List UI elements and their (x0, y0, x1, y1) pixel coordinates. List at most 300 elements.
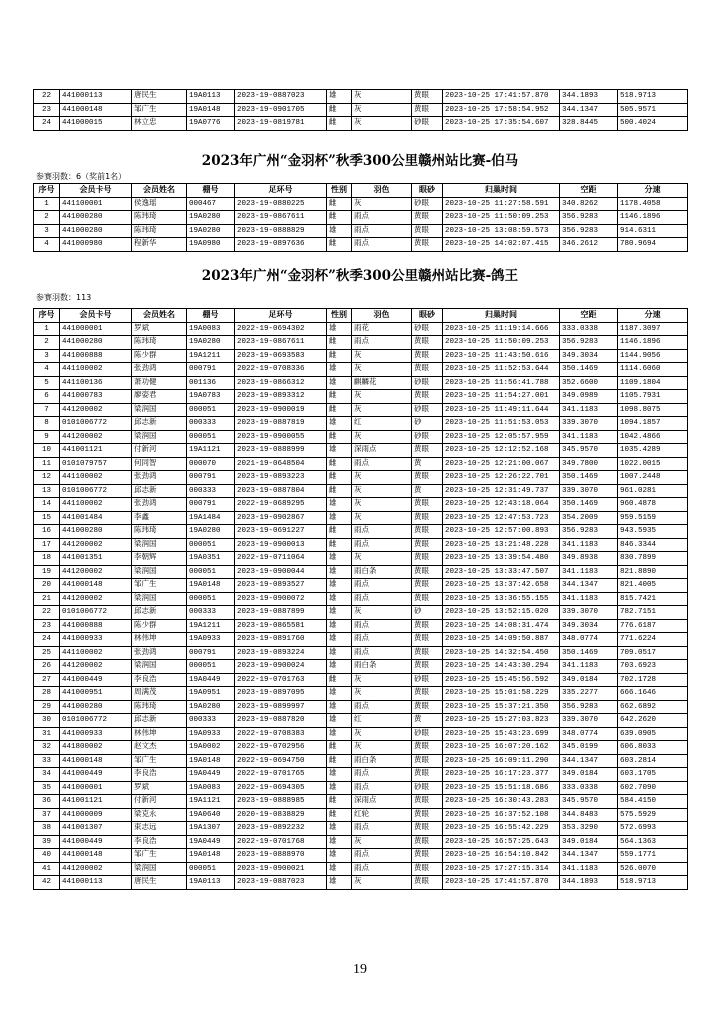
table-cell: 雨花 (352, 322, 412, 336)
table-cell: 灰 (352, 403, 412, 417)
table-cell: 17 (34, 538, 60, 552)
table-cell: 2023-10-25 15:43:23.699 (443, 727, 560, 741)
table-cell: 2 (34, 336, 60, 350)
table-cell: 雌 (327, 808, 352, 822)
column-header: 会员姓名 (132, 309, 187, 323)
table-cell: 黄眼 (412, 552, 443, 566)
table-cell: 0101006772 (60, 714, 132, 728)
table-cell: 356.9283 (560, 700, 618, 714)
table-cell: 2023-19-0867611 (235, 336, 327, 350)
table-cell: 2023-10-25 13:36:55.155 (443, 592, 560, 606)
table-cell: 深雨点 (352, 795, 412, 809)
table-cell: 黄眼 (412, 565, 443, 579)
table-cell: 2023-10-25 15:37:21.350 (443, 700, 560, 714)
table-row (34, 579, 688, 593)
table-cell: 雄 (327, 646, 352, 660)
table-cell: 雄 (327, 90, 352, 104)
column-header: 归巢时间 (443, 309, 560, 323)
table-row (34, 103, 688, 117)
table-cell: 518.9713 (618, 90, 688, 104)
table-cell: 344.1347 (560, 754, 618, 768)
table-cell: 606.8033 (618, 741, 688, 755)
table-row (34, 498, 688, 512)
table-cell: 0101006772 (60, 484, 132, 498)
table-row (34, 565, 688, 579)
table-cell: 000791 (187, 646, 235, 660)
table-cell: 441000933 (60, 633, 132, 647)
table-cell: 2023-19-0900024 (235, 660, 327, 674)
table-cell: 灰 (352, 876, 412, 890)
table-cell: 000051 (187, 862, 235, 876)
table-cell: 341.1183 (560, 403, 618, 417)
table-cell: 束志远 (132, 822, 187, 836)
page-number: 19 (353, 962, 367, 977)
table-cell: 41 (34, 862, 60, 876)
table-cell: 26 (34, 660, 60, 674)
table-cell: 罗斌 (132, 781, 187, 795)
table-cell: 441100001 (60, 197, 132, 211)
table-row (34, 700, 688, 714)
table-cell: 雌 (327, 538, 352, 552)
table-cell: 441000148 (60, 754, 132, 768)
table-cell: 雨点 (352, 768, 412, 782)
table-cell: 砂 (412, 417, 443, 431)
table-cell: 441000449 (60, 768, 132, 782)
table-cell: 340.8262 (560, 197, 618, 211)
table-cell: 709.0517 (618, 646, 688, 660)
table-cell: 雌 (327, 471, 352, 485)
table-cell: 1144.9056 (618, 349, 688, 363)
table-cell: 林立忠 (132, 117, 187, 131)
table-cell: 19A0280 (187, 211, 235, 225)
table-row (34, 768, 688, 782)
table-cell: 雄 (327, 565, 352, 579)
table-row (34, 754, 688, 768)
table-cell: 唐民生 (132, 90, 187, 104)
table-cell: 42 (34, 876, 60, 890)
table-cell: 2023-19-0888970 (235, 849, 327, 863)
table-cell: 雨点 (352, 211, 412, 225)
table-cell: 红 (352, 714, 412, 728)
table-cell: 2023-10-25 16:37:52.108 (443, 808, 560, 822)
table-cell: 灰 (352, 197, 412, 211)
table-cell: 2023-10-25 12:21:00.067 (443, 457, 560, 471)
table-row (34, 224, 688, 238)
table-cell: 19A1211 (187, 619, 235, 633)
table-cell: 19A0280 (187, 336, 235, 350)
table-cell: 14 (34, 498, 60, 512)
table-cell: 821.4005 (618, 579, 688, 593)
table-cell: 2023-19-0900055 (235, 430, 327, 444)
table-cell: 2022-19-0694305 (235, 781, 327, 795)
table-cell: 张劲鸿 (132, 363, 187, 377)
table-cell: 441000001 (60, 781, 132, 795)
table-cell: 960.4878 (618, 498, 688, 512)
table-cell: 雨点 (352, 822, 412, 836)
table-cell: 356.9283 (560, 224, 618, 238)
table-cell: 349.0184 (560, 835, 618, 849)
table-cell: 2023-10-25 16:57:25.643 (443, 835, 560, 849)
table-cell: 雄 (327, 781, 352, 795)
table-row (34, 471, 688, 485)
table-cell: 19A0148 (187, 579, 235, 593)
column-header: 羽色 (352, 184, 412, 198)
table-cell: 441000015 (60, 117, 132, 131)
table-cell: 2023-10-25 11:50:09.253 (443, 336, 560, 350)
table-cell: 2023-10-25 12:26:22.701 (443, 471, 560, 485)
table-cell: 灰 (352, 117, 412, 131)
table-cell: 19A1121 (187, 795, 235, 809)
table-cell: 441100002 (60, 471, 132, 485)
table-cell: 1007.2448 (618, 471, 688, 485)
table-row (34, 660, 688, 674)
table-cell: 19A0640 (187, 808, 235, 822)
table-cell: 2023-10-25 11:54:27.001 (443, 390, 560, 404)
column-header: 空距 (560, 309, 618, 323)
table-cell: 38 (34, 822, 60, 836)
table-row (34, 673, 688, 687)
table-cell: 000051 (187, 430, 235, 444)
table-cell: 赵文杰 (132, 741, 187, 755)
table-cell: 红 (352, 417, 412, 431)
table-cell: 1035.4289 (618, 444, 688, 458)
table-cell: 348.0774 (560, 633, 618, 647)
table-row (34, 511, 688, 525)
table-cell: 1109.1804 (618, 376, 688, 390)
table-row (34, 795, 688, 809)
table-cell: 2023-10-25 15:51:18.686 (443, 781, 560, 795)
table-cell: 黄眼 (412, 700, 443, 714)
table-cell: 黄 (412, 457, 443, 471)
table-cell: 19A0002 (187, 741, 235, 755)
table-cell: 陈少群 (132, 349, 187, 363)
table-cell: 441100002 (60, 363, 132, 377)
table-cell: 黄眼 (412, 822, 443, 836)
table-cell: 344.1347 (560, 579, 618, 593)
table-cell: 000051 (187, 592, 235, 606)
table-cell: 雨点 (352, 700, 412, 714)
table-cell: 2023-19-0897095 (235, 687, 327, 701)
table-cell: 2021-19-0648504 (235, 457, 327, 471)
table-cell: 黄眼 (412, 687, 443, 701)
table-cell: 30 (34, 714, 60, 728)
table-cell: 李鑫 (132, 511, 187, 525)
table-cell: 441200002 (60, 538, 132, 552)
table-cell: 0101079757 (60, 457, 132, 471)
table-cell: 4 (34, 363, 60, 377)
table-cell: 2023-19-0888999 (235, 444, 327, 458)
table-cell: 黄眼 (412, 768, 443, 782)
table-cell: 2023-19-0899997 (235, 700, 327, 714)
table-cell: 356.9283 (560, 336, 618, 350)
table-cell: 339.3070 (560, 606, 618, 620)
table-cell: 19A0148 (187, 103, 235, 117)
table-cell: 2023-19-0888985 (235, 795, 327, 809)
table-cell: 雨白条 (352, 660, 412, 674)
table-row (34, 430, 688, 444)
table-cell: 815.7421 (618, 592, 688, 606)
table-cell: 2023-10-25 15:01:58.229 (443, 687, 560, 701)
table-cell: 雄 (327, 822, 352, 836)
table-cell: 雄 (327, 687, 352, 701)
table-cell: 黄眼 (412, 754, 443, 768)
table-cell: 雨点 (352, 457, 412, 471)
table-cell: 23 (34, 619, 60, 633)
table-cell: 雌 (327, 103, 352, 117)
table-cell: 11 (34, 457, 60, 471)
column-header: 空距 (560, 184, 618, 198)
table-cell: 19A1211 (187, 349, 235, 363)
table-cell: 23 (34, 103, 60, 117)
table-cell: 唐民生 (132, 876, 187, 890)
table-cell: 3 (34, 224, 60, 238)
table-cell: 2023-19-0902867 (235, 511, 327, 525)
table-cell: 344.1893 (560, 90, 618, 104)
table-cell: 441000888 (60, 349, 132, 363)
table-cell: 灰 (352, 430, 412, 444)
table-cell: 雨点 (352, 336, 412, 350)
table-cell: 29 (34, 700, 60, 714)
table-cell: 19A1121 (187, 444, 235, 458)
table-cell: 354.2009 (560, 511, 618, 525)
table-cell: 2023-19-0693583 (235, 349, 327, 363)
table-cell: 雄 (327, 619, 352, 633)
table-cell: 2023-10-25 16:30:43.283 (443, 795, 560, 809)
table-cell: 灰 (352, 363, 412, 377)
table-cell: 砂眼 (412, 430, 443, 444)
table-cell: 2023-10-25 11:27:58.591 (443, 197, 560, 211)
table-cell: 12 (34, 471, 60, 485)
table-cell: 000333 (187, 417, 235, 431)
table-cell: 雄 (327, 768, 352, 782)
table-row (34, 90, 688, 104)
table-cell: 001136 (187, 376, 235, 390)
table-cell: 2023-10-25 11:49:11.644 (443, 403, 560, 417)
table-cell: 19A0280 (187, 224, 235, 238)
table-cell: 564.1363 (618, 835, 688, 849)
table-cell: 31 (34, 727, 60, 741)
table-cell: 2023-10-25 11:51:53.053 (443, 417, 560, 431)
column-header: 棚号 (187, 309, 235, 323)
table-cell: 441100002 (60, 498, 132, 512)
column-header: 序号 (34, 184, 60, 198)
column-header: 性别 (327, 309, 352, 323)
table-cell: 441800002 (60, 741, 132, 755)
table-cell: 341.1183 (560, 538, 618, 552)
column-header: 性别 (327, 184, 352, 198)
table-cell: 572.6993 (618, 822, 688, 836)
column-header: 分速 (618, 309, 688, 323)
table-cell: 776.6187 (618, 619, 688, 633)
table-cell: 771.6224 (618, 633, 688, 647)
table-cell: 518.9713 (618, 876, 688, 890)
table-cell: 19A0933 (187, 727, 235, 741)
table-cell: 441200002 (60, 592, 132, 606)
table-cell: 2023-10-25 13:08:59.573 (443, 224, 560, 238)
table-cell: 黄眼 (412, 619, 443, 633)
table-cell: 雄 (327, 376, 352, 390)
table-cell: 黄眼 (412, 390, 443, 404)
table-cell: 346.2612 (560, 238, 618, 252)
table-cell: 2023-19-0887804 (235, 484, 327, 498)
table-cell: 2023-19-0887023 (235, 876, 327, 890)
table-cell: 19A1307 (187, 822, 235, 836)
table-cell: 441000113 (60, 876, 132, 890)
table-row (34, 238, 688, 252)
table-cell: 19A0083 (187, 322, 235, 336)
table-cell: 349.0989 (560, 390, 618, 404)
table-cell: 2023-10-25 14:32:54.450 (443, 646, 560, 660)
table-cell: 黄眼 (412, 211, 443, 225)
table-row (34, 619, 688, 633)
table-cell: 2022-19-0701765 (235, 768, 327, 782)
section2-results-table (33, 308, 688, 890)
table-cell: 6 (34, 390, 60, 404)
table-cell: 2023-19-0901705 (235, 103, 327, 117)
table-cell: 雄 (327, 633, 352, 647)
table-cell: 2023-10-25 14:43:30.294 (443, 660, 560, 674)
table-cell: 2023-19-0892232 (235, 822, 327, 836)
table-cell: 黄眼 (412, 835, 443, 849)
table-cell: 32 (34, 741, 60, 755)
table-cell: 35 (34, 781, 60, 795)
table-cell: 441000980 (60, 238, 132, 252)
table-cell: 2023-19-0893223 (235, 471, 327, 485)
table-cell: 37 (34, 808, 60, 822)
table-cell: 350.1469 (560, 363, 618, 377)
table-cell: 19A0280 (187, 700, 235, 714)
table-cell: 2023-19-0893527 (235, 579, 327, 593)
table-cell: 2022-19-0711064 (235, 552, 327, 566)
table-cell: 陈玮琦 (132, 700, 187, 714)
table-cell: 雌 (327, 403, 352, 417)
table-cell: 34 (34, 768, 60, 782)
table-cell: 335.2277 (560, 687, 618, 701)
table-cell: 梁克永 (132, 808, 187, 822)
table-cell: 2023-19-0887899 (235, 606, 327, 620)
table-cell: 2023-10-25 13:37:42.658 (443, 579, 560, 593)
table-cell: 441000449 (60, 835, 132, 849)
table-cell: 黄眼 (412, 238, 443, 252)
table-cell: 441000280 (60, 700, 132, 714)
table-cell: 40 (34, 849, 60, 863)
table-cell: 0101006772 (60, 417, 132, 431)
column-header: 序号 (34, 309, 60, 323)
table-cell: 雌 (327, 754, 352, 768)
section1-title: 2023年广州“金羽杯”秋季300公里赣州站比赛-伯马 (201, 153, 519, 169)
table-cell: 000333 (187, 484, 235, 498)
table-row (34, 592, 688, 606)
table-cell: 000051 (187, 403, 235, 417)
top-results-table (33, 89, 688, 131)
table-row (34, 525, 688, 539)
section1-entries: 参赛羽数：6（奖前1名） (36, 172, 127, 181)
table-cell: 39 (34, 835, 60, 849)
table-cell: 341.1183 (560, 592, 618, 606)
table-cell: 666.1646 (618, 687, 688, 701)
table-cell: 雄 (327, 862, 352, 876)
table-cell: 2023-10-25 11:50:09.253 (443, 211, 560, 225)
table-cell: 陈玮琦 (132, 336, 187, 350)
table-cell: 黄眼 (412, 336, 443, 350)
table-cell: 雌 (327, 741, 352, 755)
table-cell: 黄 (412, 484, 443, 498)
table-cell: 黄眼 (412, 849, 443, 863)
table-row (34, 390, 688, 404)
table-row (34, 538, 688, 552)
table-cell: 28 (34, 687, 60, 701)
table-cell: 雨点 (352, 525, 412, 539)
table-cell: 黄眼 (412, 511, 443, 525)
table-cell: 782.7151 (618, 606, 688, 620)
table-cell: 1094.1857 (618, 417, 688, 431)
table-cell: 15 (34, 511, 60, 525)
table-cell: 349.0184 (560, 673, 618, 687)
table-cell: 441200002 (60, 403, 132, 417)
table-cell: 雌 (327, 457, 352, 471)
table-cell: 黄眼 (412, 224, 443, 238)
table-cell: 356.9283 (560, 211, 618, 225)
table-cell: 000051 (187, 660, 235, 674)
table-cell: 雨点 (352, 579, 412, 593)
table-row (34, 117, 688, 131)
table-cell: 603.1705 (618, 768, 688, 782)
table-row (34, 822, 688, 836)
table-cell: 灰 (352, 606, 412, 620)
table-cell: 000791 (187, 363, 235, 377)
table-cell: 20 (34, 579, 60, 593)
table-cell: 砂眼 (412, 117, 443, 131)
table-cell: 灰 (352, 552, 412, 566)
column-header: 眼砂 (412, 309, 443, 323)
table-cell: 2023-10-25 17:41:57.870 (443, 90, 560, 104)
table-cell: 雌 (327, 238, 352, 252)
table-cell: 19A0776 (187, 117, 235, 131)
table-cell: 441000113 (60, 90, 132, 104)
table-row (34, 808, 688, 822)
table-cell: 349.3034 (560, 619, 618, 633)
table-cell: 2023-19-0867611 (235, 211, 327, 225)
table-cell: 339.3070 (560, 484, 618, 498)
table-cell: 周满茂 (132, 687, 187, 701)
section1-results-table (33, 183, 688, 252)
table-cell: 13 (34, 484, 60, 498)
table-cell: 雄 (327, 579, 352, 593)
table-cell: 441001307 (60, 822, 132, 836)
table-cell: 441000888 (60, 619, 132, 633)
table-cell: 2023-19-0887820 (235, 714, 327, 728)
table-cell: 2023-19-0887819 (235, 417, 327, 431)
table-cell: 344.1893 (560, 876, 618, 890)
table-cell: 廖姿君 (132, 390, 187, 404)
table-cell: 441000280 (60, 525, 132, 539)
table-cell: 灰 (352, 103, 412, 117)
table-cell: 349.3034 (560, 349, 618, 363)
table-cell: 19A0449 (187, 768, 235, 782)
table-row (34, 849, 688, 863)
table-cell: 602.7090 (618, 781, 688, 795)
column-header: 羽色 (352, 309, 412, 323)
table-cell: 雌 (327, 525, 352, 539)
table-cell: 2023-10-25 17:58:54.952 (443, 103, 560, 117)
table-cell: 2023-10-25 11:52:53.644 (443, 363, 560, 377)
table-cell: 黄眼 (412, 90, 443, 104)
table-cell: 邱志新 (132, 417, 187, 431)
table-cell: 19A0148 (187, 754, 235, 768)
table-cell: 2022-19-0694302 (235, 322, 327, 336)
table-cell: 441000148 (60, 849, 132, 863)
column-header: 眼砂 (412, 184, 443, 198)
